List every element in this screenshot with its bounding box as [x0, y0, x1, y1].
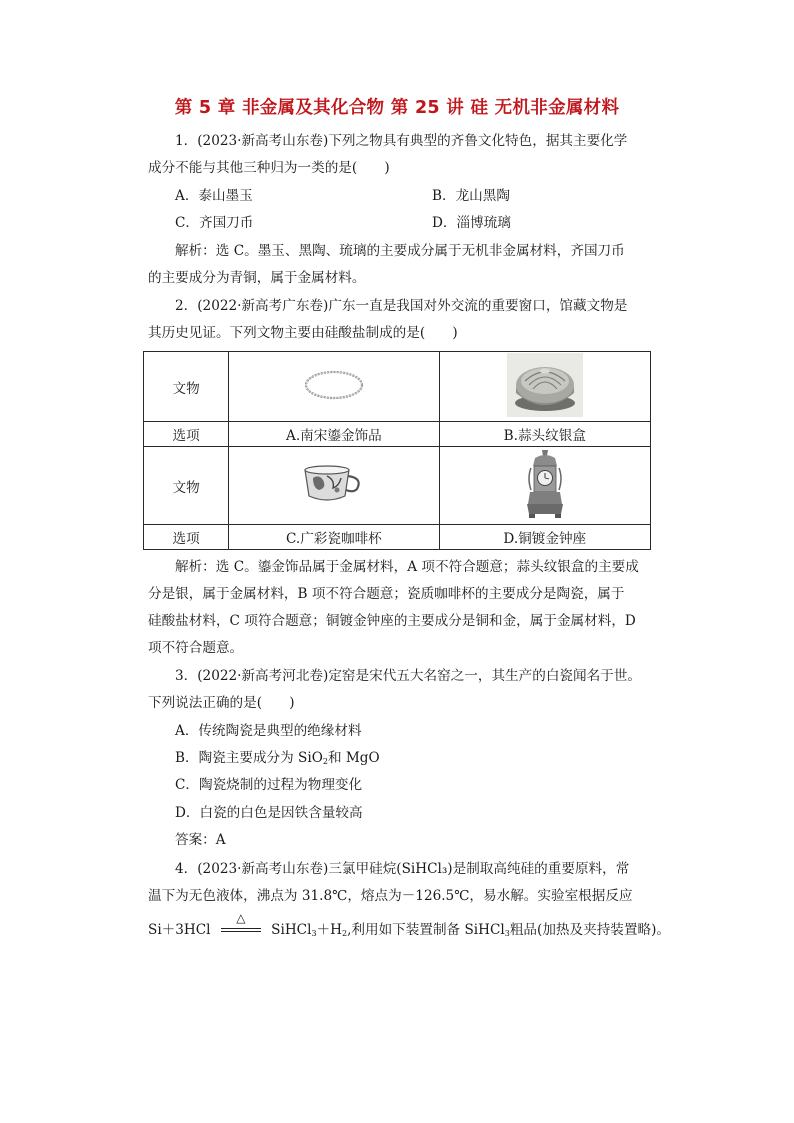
- heat-condition: △: [236, 911, 246, 925]
- reaction-tail: ,利用如下装置制备 SiHCl: [347, 922, 505, 938]
- silver-box-image-cell: [439, 352, 650, 422]
- q3-option-a: A．传统陶瓷是典型的绝缘材料: [175, 723, 362, 739]
- q3-option-b-subscript: 2: [322, 757, 328, 766]
- q1-option-c: C．齐国刀币: [175, 215, 254, 231]
- arrow-line-bottom: [221, 931, 261, 932]
- q3-stem-line1: 3．(2022·新高考河北卷)定窑是宋代五大名窑之一，其生产的白瓷闻名于世。: [175, 668, 641, 684]
- q2-stem-line1: 2．(2022·新高考广东卷)广东一直是我国对外交流的重要窗口，馆藏文物是: [175, 298, 628, 314]
- q1-stem-line1: 1．(2023·新高考山东卷)下列之物具有典型的齐鲁文化特色，据其主要化学: [175, 133, 628, 149]
- artifact-label-cell-2: 文物: [144, 447, 229, 525]
- q3-option-b-text: B．陶瓷主要成分为 SiO: [175, 750, 323, 766]
- q3-option-b-tail: 和 MgO: [327, 750, 380, 766]
- reaction-left-side: Si＋3HCl: [148, 922, 211, 938]
- option-a-cell: A.南宋鎏金饰品: [229, 422, 439, 447]
- reaction-product-sub: 3: [311, 929, 317, 938]
- q1-stem-line2: 成分不能与其他三种归为一类的是( ): [148, 160, 390, 176]
- q4-stem-line2: 温下为无色液体，沸点为 31.8℃，熔点为－126.5℃，易水解。实验室根据反应: [148, 888, 633, 904]
- artifact-label-cell: 文物: [144, 352, 229, 422]
- q1-option-a: A．泰山墨玉: [175, 188, 253, 204]
- q3-answer: 答案：A: [175, 832, 226, 848]
- option-d-cell: D.铜镀金钟座: [439, 525, 650, 550]
- reaction-product-h2: ＋H: [316, 922, 342, 938]
- option-label-cell-2: 选项: [144, 525, 229, 550]
- arrow-line-top: [221, 928, 261, 929]
- page-title: 第 5 章 非金属及其化合物 第 25 讲 硅 无机非金属材料: [174, 98, 620, 118]
- q2-analysis-line3: 硅酸盐材料，C 项符合题意；铜镀金钟座的主要成分是铜和金，属于金属材料，D: [148, 613, 636, 629]
- option-c-cell: C.广彩瓷咖啡杯: [229, 525, 439, 550]
- option-b-cell: B.蒜头纹银盒: [439, 422, 650, 447]
- q2-analysis-line4: 项不符合题意。: [148, 640, 244, 656]
- option-label-cell-1: 选项: [144, 422, 229, 447]
- reaction-product-h2-sub: 2: [341, 929, 348, 938]
- q1-option-d: D．淄博琉璃: [432, 215, 511, 231]
- q2-stem-line2: 其历史见证。下列文物主要由硅酸盐制成的是( ): [148, 325, 458, 341]
- necklace-image-cell: [229, 352, 439, 422]
- artifact-table: [143, 351, 651, 550]
- q3-stem-line2: 下列说法正确的是( ): [148, 695, 295, 711]
- reaction-arrow: [221, 911, 261, 940]
- gilded-necklace-image: [299, 365, 369, 405]
- q4-reaction-line: [148, 911, 670, 944]
- q1-option-b: B．龙山黑陶: [432, 188, 510, 204]
- clock-image-cell: [439, 447, 650, 525]
- q1-analysis-line2: 的主要成分为青铜，属于金属材料。: [148, 270, 366, 286]
- silver-box-image: [507, 353, 583, 417]
- q4-stem-line1: 4．(2023·新高考山东卷)三氯甲硅烷(SiHCl₃)是制取高纯硅的重要原料，常: [175, 861, 630, 877]
- coffee-cup-image-cell: [229, 447, 439, 525]
- gilt-clock-image: [525, 448, 565, 520]
- q2-analysis-line2: 分是银，属于金属材料，B 项不符合题意；瓷质咖啡杯的主要成分是陶瓷，属于: [148, 586, 625, 602]
- reaction-product: SiHCl: [271, 922, 312, 938]
- q1-analysis-line1: 解析：选 C。墨玉、黑陶、琉璃的主要成分属于无机非金属材料，齐国刀币: [175, 243, 625, 259]
- q3-option-d: D．白瓷的白色是因铁含量较高: [175, 805, 363, 821]
- porcelain-cup-image: [297, 462, 371, 506]
- q2-analysis-line1: 解析：选 C。鎏金饰品属于金属材料，A 项不符合题意；蒜头纹银盒的主要成: [175, 559, 639, 575]
- reaction-tail-end: 粗品(加热及夹持装置略)。: [509, 922, 670, 938]
- reaction-tail-sub: 3: [504, 929, 510, 938]
- q3-option-c: C．陶瓷烧制的过程为物理变化: [175, 777, 363, 793]
- q3-option-b: [175, 748, 675, 772]
